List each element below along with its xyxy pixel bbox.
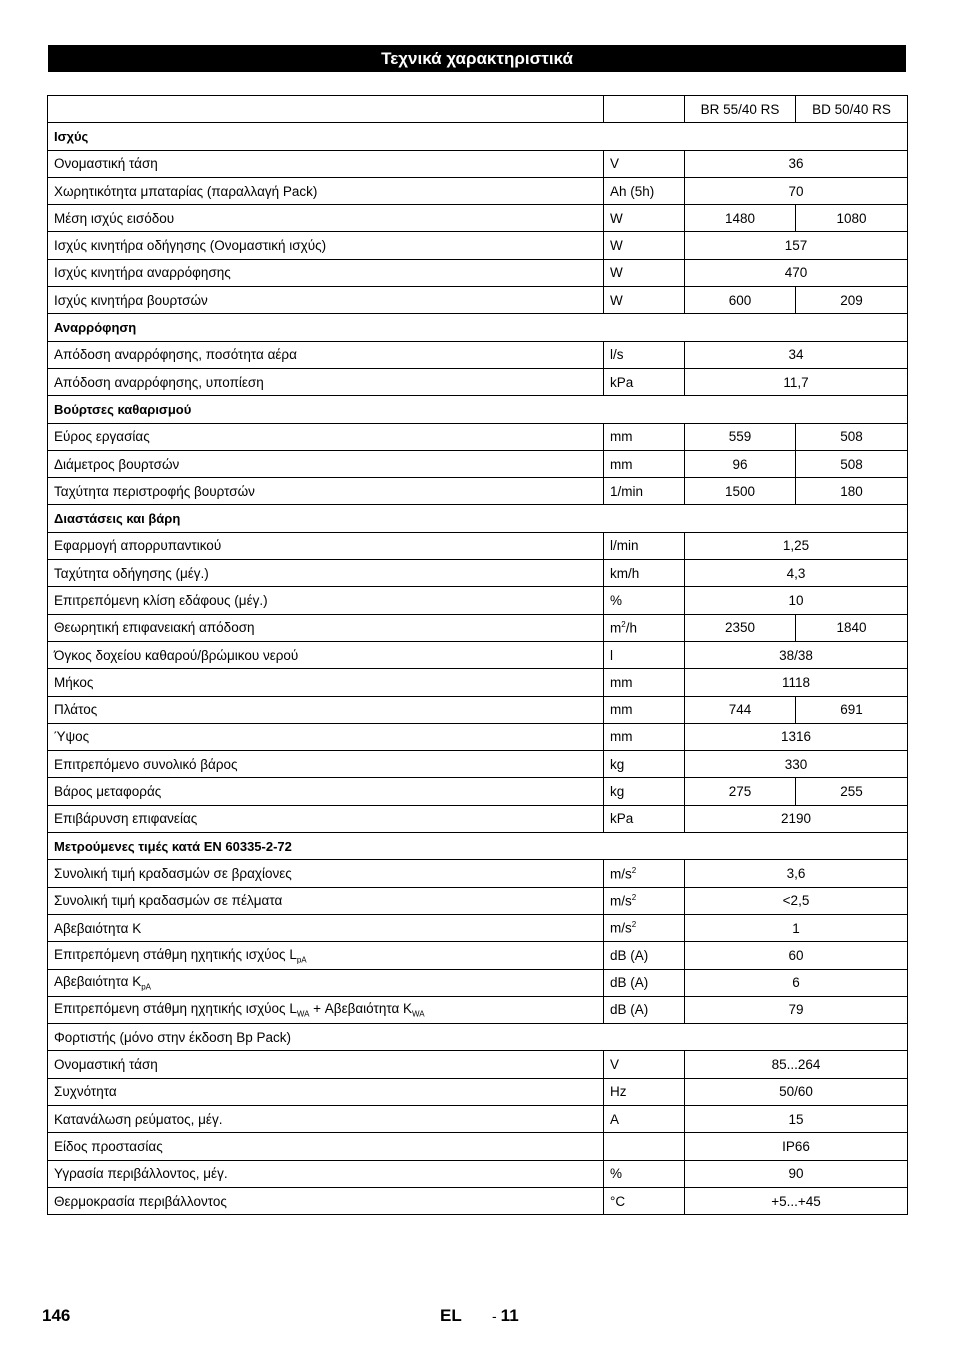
spec-label bbox=[48, 942, 604, 969]
spec-value-shared: 50/60 bbox=[685, 1078, 908, 1105]
spec-label: Συχνότητα bbox=[48, 1078, 604, 1105]
spec-label bbox=[48, 969, 604, 996]
table-row bbox=[48, 887, 908, 914]
spec-value-shared: 470 bbox=[685, 259, 908, 286]
label-subscript: WA bbox=[412, 1009, 425, 1019]
header-empty-cell bbox=[48, 96, 604, 123]
spec-unit: dB (A) bbox=[604, 942, 685, 969]
spec-unit bbox=[604, 914, 685, 941]
spec-label: Συνολική τιμή κραδασμών σε πέλματα bbox=[48, 887, 604, 914]
table-row bbox=[48, 560, 908, 587]
language-code: EL bbox=[440, 1306, 462, 1325]
spec-label: Κατανάλωση ρεύματος, μέγ. bbox=[48, 1105, 604, 1132]
spec-label: Επιτρεπόμενη κλίση εδάφους (μέγ.) bbox=[48, 587, 604, 614]
spec-value-model-a: 96 bbox=[685, 450, 796, 477]
spec-unit: km/h bbox=[604, 560, 685, 587]
spec-value-shared: IP66 bbox=[685, 1133, 908, 1160]
page-number: 146 bbox=[42, 1306, 71, 1325]
table-row bbox=[48, 860, 908, 887]
table-row bbox=[48, 1105, 908, 1132]
spec-value-model-b: 255 bbox=[796, 778, 908, 805]
spec-value-model-b: 1080 bbox=[796, 205, 908, 232]
spec-value-model-a: 559 bbox=[685, 423, 796, 450]
table-row bbox=[48, 669, 908, 696]
spec-value-shared: 85...264 bbox=[685, 1051, 908, 1078]
spec-label: Επιβάρυνση επιφανείας bbox=[48, 805, 604, 832]
table-row bbox=[48, 996, 908, 1023]
table-row bbox=[48, 532, 908, 559]
table-header-row bbox=[48, 96, 908, 123]
section-row bbox=[48, 314, 908, 341]
spec-value-shared: 1118 bbox=[685, 669, 908, 696]
spec-label: Ισχύς κινητήρα βουρτσών bbox=[48, 287, 604, 314]
spec-unit: kPa bbox=[604, 805, 685, 832]
spec-unit: kg bbox=[604, 751, 685, 778]
spec-value-shared: <2,5 bbox=[685, 887, 908, 914]
label-text: Αβεβαιότητα K bbox=[54, 973, 142, 989]
spec-label: Συνολική τιμή κραδασμών σε βραχίονες bbox=[48, 860, 604, 887]
label-text: Επιτρεπόμενη στάθμη ηχητικής ισχύος L bbox=[54, 1001, 297, 1017]
spec-label: Διάμετρος βουρτσών bbox=[48, 450, 604, 477]
spec-label: Μήκος bbox=[48, 669, 604, 696]
unit-superscript: 2 bbox=[631, 865, 637, 875]
table-row bbox=[48, 287, 908, 314]
spec-unit bbox=[604, 887, 685, 914]
unit-base: m/s bbox=[610, 920, 632, 936]
header-unit-cell bbox=[604, 96, 685, 123]
unit-base: m/s bbox=[610, 893, 632, 909]
spec-unit: dB (A) bbox=[604, 969, 685, 996]
spec-value-model-a: 275 bbox=[685, 778, 796, 805]
table-row bbox=[48, 1133, 908, 1160]
spec-value-model-b: 508 bbox=[796, 423, 908, 450]
spec-label: Ταχύτητα οδήγησης (μέγ.) bbox=[48, 560, 604, 587]
spec-unit: W bbox=[604, 205, 685, 232]
spec-value-model-b: 209 bbox=[796, 287, 908, 314]
spec-value-shared: 157 bbox=[685, 232, 908, 259]
spec-value-model-b: 691 bbox=[796, 696, 908, 723]
table-row bbox=[48, 341, 908, 368]
spec-value-model-a: 744 bbox=[685, 696, 796, 723]
spec-unit bbox=[604, 860, 685, 887]
spec-unit: mm bbox=[604, 696, 685, 723]
table-row bbox=[48, 969, 908, 996]
table-row bbox=[48, 450, 908, 477]
table-row bbox=[48, 177, 908, 204]
spec-value-model-a: 1500 bbox=[685, 478, 796, 505]
table-row bbox=[48, 805, 908, 832]
specs-table bbox=[47, 95, 908, 1215]
spec-value-shared: 60 bbox=[685, 942, 908, 969]
table-row bbox=[48, 478, 908, 505]
header-model-a: BR 55/40 RS bbox=[685, 96, 796, 123]
spec-label: Ισχύς κινητήρα αναρρόφησης bbox=[48, 259, 604, 286]
unit-superscript: 2 bbox=[621, 620, 626, 630]
table-row bbox=[48, 368, 908, 395]
spec-label bbox=[48, 996, 604, 1023]
spec-unit: W bbox=[604, 259, 685, 286]
spec-label: Αβεβαιότητα K bbox=[48, 914, 604, 941]
spec-value-shared: 36 bbox=[685, 150, 908, 177]
section-heading: Αναρρόφηση bbox=[48, 314, 908, 341]
spec-value-model-a: 2350 bbox=[685, 614, 796, 641]
spec-label: Απόδοση αναρρόφησης, ποσότητα αέρα bbox=[48, 341, 604, 368]
spec-label: Όγκος δοχείου καθαρού/βρώμικου νερού bbox=[48, 641, 604, 668]
spec-value-shared: 2190 bbox=[685, 805, 908, 832]
table-row bbox=[48, 942, 908, 969]
spec-label: Θερμοκρασία περιβάλλοντος bbox=[48, 1187, 604, 1214]
table-row bbox=[48, 1160, 908, 1187]
spec-value-shared: 10 bbox=[685, 587, 908, 614]
section-page-number bbox=[492, 1306, 519, 1326]
spec-value-shared: 330 bbox=[685, 751, 908, 778]
spec-label: Μέση ισχύς εισόδου bbox=[48, 205, 604, 232]
spec-value-shared: 1,25 bbox=[685, 532, 908, 559]
spec-label: Απόδοση αναρρόφησης, υποπίεση bbox=[48, 368, 604, 395]
label-subscript: WA bbox=[296, 1009, 310, 1019]
table-row bbox=[48, 259, 908, 286]
table-row bbox=[48, 614, 908, 641]
spec-unit: Ah (5h) bbox=[604, 177, 685, 204]
spec-value-shared: +5...+45 bbox=[685, 1187, 908, 1214]
spec-value-model-b: 1840 bbox=[796, 614, 908, 641]
spec-label: Βάρος μεταφοράς bbox=[48, 778, 604, 805]
spec-value-model-a: 600 bbox=[685, 287, 796, 314]
spec-unit: dB (A) bbox=[604, 996, 685, 1023]
spec-unit: % bbox=[604, 1160, 685, 1187]
table-row bbox=[48, 1187, 908, 1214]
spec-unit bbox=[604, 614, 685, 641]
spec-value-shared: 70 bbox=[685, 177, 908, 204]
table-row bbox=[48, 696, 908, 723]
table-row bbox=[48, 587, 908, 614]
section-row bbox=[48, 833, 908, 860]
section-heading: Φορτιστής (μόνο στην έκδοση Bp Pack) bbox=[48, 1024, 908, 1051]
spec-value-model-b: 508 bbox=[796, 450, 908, 477]
table-row bbox=[48, 150, 908, 177]
spec-unit: % bbox=[604, 587, 685, 614]
spec-value-shared: 34 bbox=[685, 341, 908, 368]
label-subscript: pA bbox=[296, 955, 307, 965]
spec-value-shared: 6 bbox=[685, 969, 908, 996]
table-row bbox=[48, 751, 908, 778]
spec-unit: 1/min bbox=[604, 478, 685, 505]
label-text: Επιτρεπόμενη στάθμη ηχητικής ισχύος L bbox=[54, 946, 297, 962]
spec-unit: W bbox=[604, 232, 685, 259]
spec-unit: mm bbox=[604, 450, 685, 477]
table-row bbox=[48, 232, 908, 259]
spec-label: Πλάτος bbox=[48, 696, 604, 723]
spec-unit: W bbox=[604, 287, 685, 314]
spec-value-shared: 11,7 bbox=[685, 368, 908, 395]
spec-value-shared: 3,6 bbox=[685, 860, 908, 887]
unit-superscript: 2 bbox=[631, 920, 637, 930]
page-dash: - bbox=[492, 1308, 497, 1324]
table-row bbox=[48, 641, 908, 668]
spec-label: Εφαρμογή απορρυπαντικού bbox=[48, 532, 604, 559]
table-row bbox=[48, 423, 908, 450]
spec-unit: mm bbox=[604, 423, 685, 450]
spec-unit: kPa bbox=[604, 368, 685, 395]
spec-label: Θεωρητική επιφανειακή απόδοση bbox=[48, 614, 604, 641]
unit-base: m/s bbox=[610, 866, 632, 882]
spec-label: Εύρος εργασίας bbox=[48, 423, 604, 450]
unit-superscript: 2 bbox=[631, 893, 637, 902]
spec-unit: mm bbox=[604, 669, 685, 696]
section-row bbox=[48, 123, 908, 150]
section-row bbox=[48, 1024, 908, 1051]
section-heading: Μετρούμενες τιμές κατά EN 60335-2-72 bbox=[48, 833, 908, 860]
spec-unit: Hz bbox=[604, 1078, 685, 1105]
spec-label: Ισχύς κινητήρα οδήγησης (Ονομαστική ισχύς) bbox=[48, 232, 604, 259]
spec-value-shared: 1316 bbox=[685, 723, 908, 750]
header-model-b: BD 50/40 RS bbox=[796, 96, 908, 123]
section-heading: Βούρτσες καθαρισμού bbox=[48, 396, 908, 423]
section-row bbox=[48, 396, 908, 423]
spec-label: Ονομαστική τάση bbox=[48, 1051, 604, 1078]
spec-label: Ταχύτητα περιστροφής βουρτσών bbox=[48, 478, 604, 505]
table-row bbox=[48, 205, 908, 232]
section-row bbox=[48, 505, 908, 532]
label-text: + Αβεβαιότητα K bbox=[309, 1001, 413, 1017]
spec-value-shared: 90 bbox=[685, 1160, 908, 1187]
spec-value-shared: 38/38 bbox=[685, 641, 908, 668]
spec-label: Επιτρεπόμενο συνολικό βάρος bbox=[48, 751, 604, 778]
spec-unit: l/min bbox=[604, 532, 685, 559]
spec-unit: kg bbox=[604, 778, 685, 805]
spec-unit: V bbox=[604, 1051, 685, 1078]
label-subscript: pA bbox=[141, 982, 152, 992]
spec-unit: V bbox=[604, 150, 685, 177]
page-title: Τεχνικά χαρακτηριστικά bbox=[48, 45, 906, 72]
table-row bbox=[48, 723, 908, 750]
spec-label: Ύψος bbox=[48, 723, 604, 750]
spec-unit bbox=[604, 1133, 685, 1160]
table-row bbox=[48, 1078, 908, 1105]
spec-unit: l bbox=[604, 641, 685, 668]
spec-unit: °C bbox=[604, 1187, 685, 1214]
spec-value-model-a: 1480 bbox=[685, 205, 796, 232]
spec-value-model-b: 180 bbox=[796, 478, 908, 505]
section-heading: Διαστάσεις και βάρη bbox=[48, 505, 908, 532]
section-heading: Ισχύς bbox=[48, 123, 908, 150]
table-row bbox=[48, 914, 908, 941]
specs-table-body bbox=[48, 96, 908, 1215]
spec-label: Ονομαστική τάση bbox=[48, 150, 604, 177]
spec-value-shared: 4,3 bbox=[685, 560, 908, 587]
table-row bbox=[48, 1051, 908, 1078]
table-row bbox=[48, 778, 908, 805]
spec-label: Υγρασία περιβάλλοντος, μέγ. bbox=[48, 1160, 604, 1187]
unit-base: m bbox=[610, 620, 622, 636]
spec-label: Χωρητικότητα μπαταρίας (παραλλαγή Pack) bbox=[48, 177, 604, 204]
spec-value-shared: 79 bbox=[685, 996, 908, 1023]
spec-unit: mm bbox=[604, 723, 685, 750]
spec-value-shared: 1 bbox=[685, 914, 908, 941]
spec-unit: l/s bbox=[604, 341, 685, 368]
spec-value-shared: 15 bbox=[685, 1105, 908, 1132]
section-page: 11 bbox=[500, 1306, 519, 1325]
spec-unit: A bbox=[604, 1105, 685, 1132]
spec-label: Είδος προστασίας bbox=[48, 1133, 604, 1160]
unit-tail: /h bbox=[625, 620, 637, 636]
